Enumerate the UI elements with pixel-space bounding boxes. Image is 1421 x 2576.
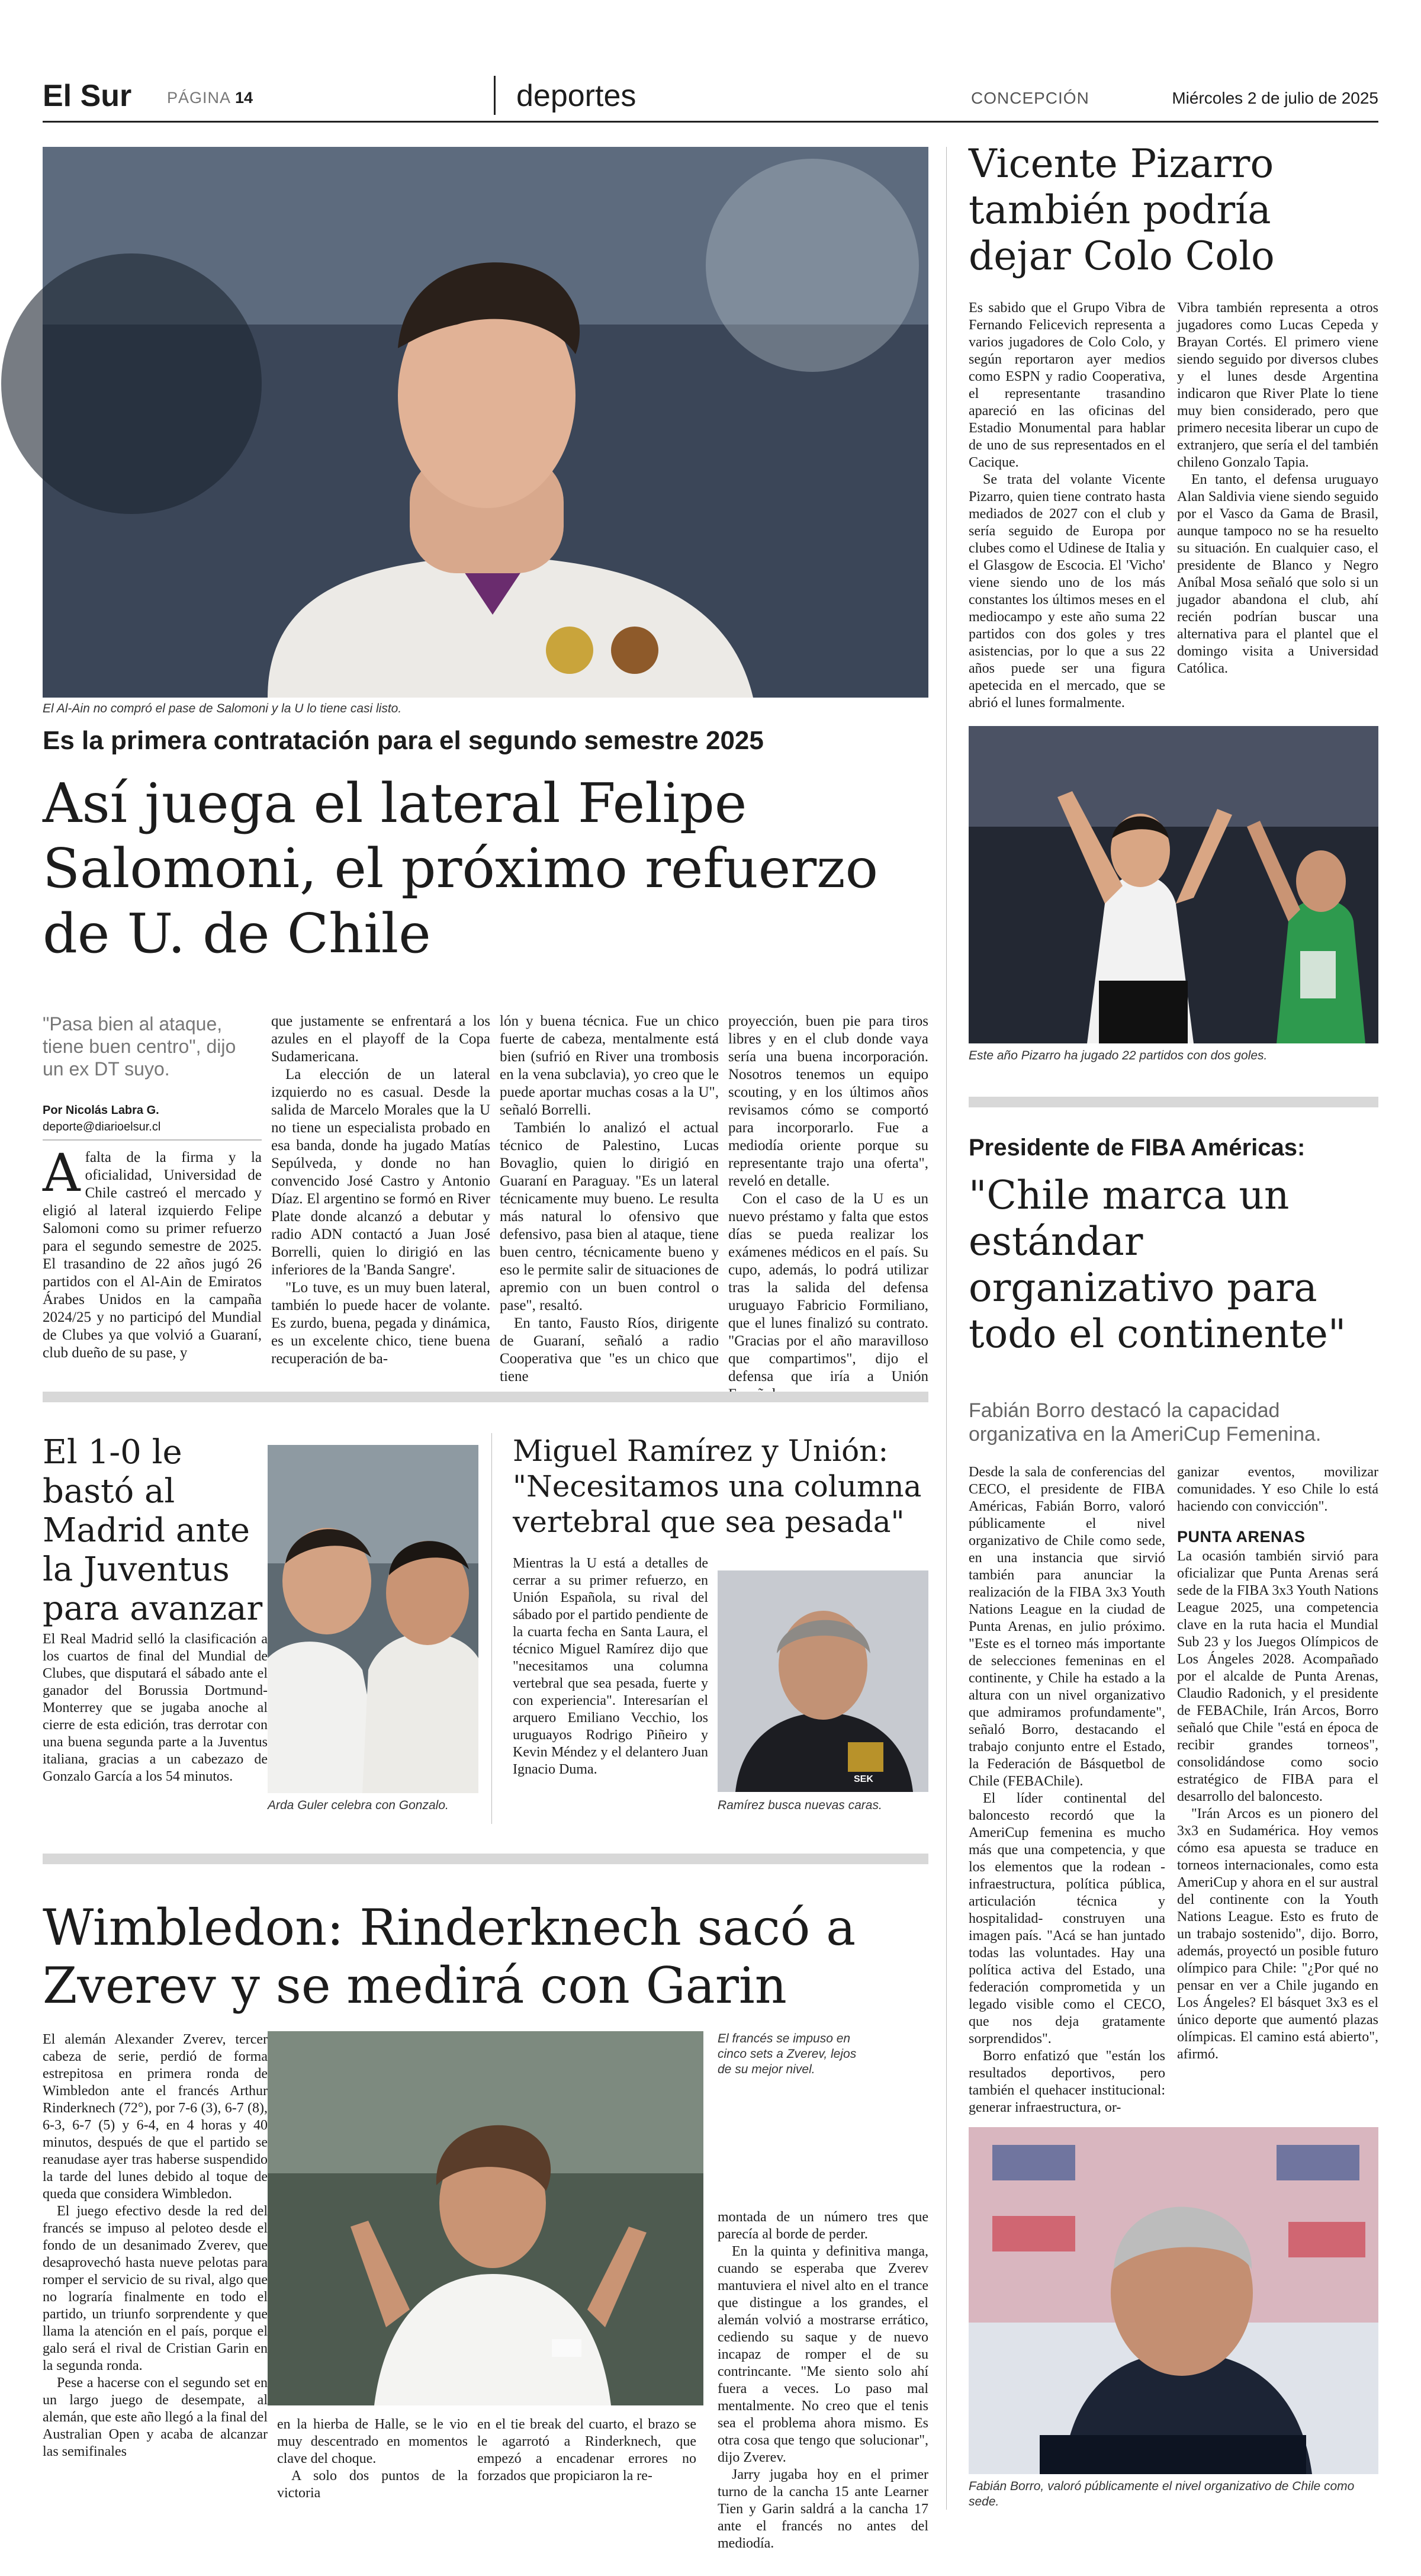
salomoni-col2 [271,1013,490,1374]
borro-col2b [1177,1548,1378,2120]
pizarro-headline: Vicente Pizarro también podría dejar Colo Colo [969,141,1275,279]
issue-date: Miércoles 2 de julio de 2025 [1172,89,1378,107]
paragraph: Con el caso de la U es un nuevo préstamo y falta que estos días se pueda realizar los exámenes médicos en el país. Su cupo, además, lo podrá utilizar tras la salida del defensa uruguayo Fabricio Formiliano, que el lunes finalizó su contrato. "Gracias por el año maravilloso que compartimos", dijo el defensa que iría a Unión [728,1191,928,1385]
wimbledon-separator [43,1854,928,1864]
wimbledon-col4 [718,2209,928,2551]
paragraph: "Lo tuve, es un muy buen lateral, también lo puede hacer de volante. Es zurdo, buena, pegada y dinámica, es un excelente chico, tiene buena recuperación de ba- [271,1280,490,1367]
salomoni-author: Por Nicolás Labra G. [43,1104,159,1117]
paragraph: Jarry jugaba hoy en el primer turno de la cancha 15 ante Learner Tien y Garin saldrá a la cancha 17 ante el francés no antes del mediodía. [718,2467,928,2551]
paragraph: A solo dos puntos de la victoria [277,2468,468,2501]
paragraph: La ocasión también sirvió para oficializar que Punta Arenas será sede de la FIBA 3x3 Youth Nations League 2025, una competencia clave en la ruta hacia el Mundial Sub 23 y los Juegos Olímpicos de Los Ángeles 2028. Acompañado por el alcalde de Punta Arenas, Claudio Radonich, y el presidente de FEBAChile, Irán Arcos, Borro señaló que Chile "está en época de recibir grandes torneos", consolidándose como socio estratégico de FIBA para el desarrollo del baloncesto. [1177,1549,1378,1804]
wimbledon-col2 [277,2416,468,2505]
salomoni-photo-art [43,147,928,698]
borro-col1 [969,1464,1165,2120]
borro-col2a: ganizar eventos, movilizar comunidades. Y eso Chile lo está haciendo con convicción". [1177,1464,1378,1514]
newspaper-name: El Sur [43,79,132,113]
borro-subhead: PUNTA ARENAS [1177,1528,1306,1546]
paragraph: Vibra también representa a otros jugadores como Lucas Cepeda y Brayan Cortés. El primero viene siendo seguido por diversos clubes y el lunes desde Argentina indicaron que River Plate lo tiene muy bien considerado, pero que primero necesita liberar un cupo de extranjero, que sería el del también chileno Gonzalo Tapia. [1177,300,1378,470]
paragraph: en la hierba de Halle, se le vio muy descentrado en momentos clave del choque. [277,2417,468,2466]
paragraph: que justamente se enfrentará a los azules en el playoff de la Copa Sudamericana. [271,1013,490,1065]
paragraph: En tanto, Fausto Ríos, dirigente de Guaraní, señaló a radio Cooperativa que "es un chico que tiene [500,1315,719,1385]
page-number: 14 [235,89,253,107]
wimbledon-headline: Wimbledon: Rinderknech sacó a Zverev y se medirá con Garin [43,1899,856,2015]
borro-kicker: Presidente de FIBA Américas: [969,1135,1306,1161]
paragraph: montada de un número tres que parecía al borde de perder. [718,2209,928,2242]
salomoni-headline: Así juega el lateral Felipe Salomoni, el próximo refuerzo de U. de Chile [43,772,879,965]
ramirez-photo [718,1570,928,1792]
wimbledon-col3: en el tie break del cuarto, el brazo se le agarrotó a Rinderknech, que empezó a encadenar errores no forzados que propiciaron la re- [477,2417,696,2484]
paragraph: La elección de un lateral izquierdo no es casual. Desde la salida de Marcelo Morales que la U no tiene un especialista probado en esa banda, donde ha jugado Matías Sepúlveda, y donde no han convencido José Castro y Antonio Díaz. El argentino se formó en River Plate donde alcanzó a debutar y radio ADN contactó a Juan José Borrelli, quien lo dirigió en las inferiores de la 'Banda Sangre'. [271,1067,490,1278]
section-name: deportes [516,79,636,113]
salomoni-kicker: Es la primera contratación para el segundo semestre 2025 [43,726,764,755]
mid-separator [43,1392,928,1402]
borro-photo [969,2127,1378,2474]
paragraph: En tanto, el defensa uruguayo Alan Saldivia viene siendo seguido por el Vasco da Gama de Brasil, aunque tampoco no se ha resuelto su situación. En cualquier caso, el presidente de Blanco y Negro Aníbal Mosa señaló que solo si un jugador abandona el club, ahí recién podrían buscar una alternativa para el plantel que el domingo visita a Universidad Católica. [1177,472,1378,676]
paragraph: El juego efectivo desde la red del francés se impuso al peloteo desde el fondo de un desanimado Zverev, que desaprovechó hasta nueve pelotas para romper el servicio de su rival, algo que no lograría finalmente en todo el partido, un triunfo sorprendente y que llama la atención en el país, porque el galo será el rival de Cristian Garin en la segunda ronda. [43,2204,268,2373]
salomoni-author-email: deporte@diarioelsur.cl [43,1120,161,1133]
header-rule [43,121,1378,123]
borro-top-bar [969,1097,1378,1107]
salomoni-author-rule [43,1139,262,1141]
pizarro-photo [969,726,1378,1043]
ramirez-photo-art [718,1570,928,1792]
salomoni-photo [43,147,928,698]
madrid-headline: El 1-0 le bastó al Madrid ante la Juventus para avanzar [43,1433,263,1628]
ramirez-headline: Miguel Ramírez y Unión: "Necesitamos una columna vertebral que sea pesada" [513,1434,922,1539]
madrid-photo [268,1445,478,1793]
borro-headline: "Chile marca un estándar organizativo para todo el continente" [969,1173,1346,1357]
paragraph: Es sabido que el Grupo Vibra de Fernando Felicevich representa a varios jugadores de Colo Colo, y según reportaron ayer medios como ESPN y radio Cooperativa, el representante trasandino apareció en las oficinas del Estadio Monumental para hablar de uno de sus representados en el Cacique. [969,300,1165,470]
pizarro-col1 [969,300,1165,714]
page-header [43,76,1378,118]
paragraph: En la quinta y definitiva manga, cuando se esperaba que Zverev mantuviera el nivel alto en el trance que distingue a los grandes, el alemán volvió a mostrarse errático, cediendo su saque y de nuevo incapaz de romper el de su contrincante. "Me siento solo ahí fuera a veces. Lo paso mal mentalmente. No creo que el tenis sea el problema ahora mismo. Es otra cosa que tengo que solucionar", dijo Zverev. [718,2244,928,2465]
paragraph: Desde la sala de conferencias del CECO, el presidente de FIBA Américas, Fabián Borro, valoró públicamente el nivel organizativo de Chile como sede, en una instancia que sirvió también para anunciar la realización de la FIBA 3x3 Youth Nations League en la ciudad de Punta Arenas, en julio próximo. "Este es el torneo más importante de selecciones femeninas en el continente, y Chile ha estado a la altura con un nivel organizativo que admiramos profundamente", señaló Borro, destacando el trabajo conjunto entre el Estado, la Federación de Básquetbol de Chile (FEBAChile). [969,1464,1165,1789]
borro-deck: Fabián Borro destacó la capacidad organizativa en la AmeriCup Femenina. [969,1399,1322,1446]
column-divider [946,147,947,2510]
paragraph: Pese a hacerse con el segundo set en un largo juego de desempate, al alemán, que este año llegó a la final del Australian Open y acaba de alcanzar las semifinales [43,2375,268,2459]
salomoni-pullquote: "Pasa bien al ataque, tiene buen centro", dijo un ex DT suyo. [43,1013,236,1080]
paragraph: Se trata del volante Vicente Pizarro, quien tiene contrato hasta mediados de 2027 con el club y sería seguido de Europa por clubes como el Udinese de Italia y el Glasgow de Escocia. El 'Vicho' viene siendo uno de los más constantes los últimos meses en el mediocampo y este año suma 22 partidos con dos goles y tres asistencias, por lo que a sus 22 años puede ser una figura apetecida en el mercado, que se abrió el lunes formalmente. [969,472,1165,711]
salomoni-col1: A falta de la firma y la oficialidad, Universidad de Chile castreó el mercado y eligió al lateral izquierdo Felipe Salomoni como su primer refuerzo para el segundo semestre de 2025. El trasandino de 22 años jugó 26 partidos con el Al-Ain de Emiratos Árabes Unidos en la campaña 2024/25 y no participó del Mundial de Clubes ya que volvió a Guaraní, club dueño de su pase, y [43,1142,262,1361]
header-divider [494,76,496,115]
paragraph: lón y buena técnica. Fue un chico fuerte de cabeza, mentalmente está bien (sufrió en River una trombosis en la vena subclavia), yo creo que le puede aportar muchas cosas a la U", señaló Borrelli. [500,1013,719,1118]
wimbledon-photo [268,2031,703,2405]
paragraph: proyección, buen pie para tiros libres y en el club donde vaya sería una buena incorporación. Nosotros tenemos un equipo scouting, y en los últimos años revisamos cómo se comportó para incorporarlo. Fue a mediodía oriente porque su representante trajo una oferta", reveló en detalle. [728,1013,928,1189]
salomoni-col3 [500,1013,719,1385]
ramirez-badge: SEK [854,1774,873,1784]
borro-photo-art [969,2127,1378,2474]
salomoni-photo-caption: El Al-Ain no compró el pase de Salomoni y la U lo tiene casi listo. [43,702,402,715]
pizarro-col2 [1177,300,1378,714]
madrid-ramirez-divider [491,1433,492,1824]
wimbledon-col1 [43,2031,268,2505]
page-label: PÁGINA [167,89,232,107]
ramirez-body: Mientras la U está a detalles de cerrar a su primer refuerzo, en Unión Española, su rival del sábado por el partido pendiente de la cuarta fecha en Santa Laura, el técnico Miguel Ramírez dijo que "necesitamos una columna vertebral que sea pesada, fuerte y con experiencia". Interesarían el arquero Emiliano Vecchio, los uruguayos Rodrigo Piñeiro y Kevin Méndez y el delantero Juan Ignacio Duma. [513,1556,708,1777]
pizarro-photo-art [969,726,1378,1043]
paragraph: También lo analizó el actual técnico de Palestino, Lucas Bovaglio, quien lo dirigió en Guaraní en Paraguay. "Es un lateral técnicamente muy bueno. Le resulta más natural lo ofensivo que defensivo, pasa bien al ataque, tiene buen centro, técnicamente bueno y eso le permite salir de situaciones de apremio con un buen control o pase", resaltó. [500,1120,719,1313]
salomoni-col4 [728,1013,928,1385]
borro-photo-caption: Fabián Borro, valoró públicamente el nivel organizativo de Chile como sede. [969,2479,1355,2508]
wimbledon-photo-caption: El francés se impuso en cinco sets a Zverev, lejos de su mejor nivel. [718,2032,857,2076]
paragraph: Borro enfatizó que "están los resultados deportivos, pero también el quehacer institucional: generar infraestructura, or- [969,2048,1165,2115]
paragraph: El líder continental del baloncesto recordó que la AmeriCup femenina es mucho más que una competencia, y que los elementos que la rodean -infraestructura, política pública, articulación técnica y hospitalidad- construyen una imagen país. "Acá se han juntado todas las voluntades. Hay una política activa del Estado, una federación comprometida y un legado visible como el CECO, que nos deja gratamente sorprendidos". [969,1791,1165,2047]
dropcap: A [43,1142,81,1203]
wimbledon-photo-art [268,2031,703,2405]
city-label: CONCEPCIÓN [971,89,1089,107]
paragraph: "Irán Arcos es un pionero del 3x3 en Sudamérica. Hoy vemos cómo esa apuesta se traduce en torneos internacionales, como esta AmeriCup y ahora en el sur austral del continente con la Youth Nations League. Esto es fruto de un trabajo sostenido", dijo. Borro, además, proyectó un posible futuro olímpico para Chile: "¿Por qué no pensar en ver a Chile jugando en Los Ángeles? El básquet 3x3 es el único deporte que aumentó plazas olímpicas. El camino está abierto", afirmó. [1177,1806,1378,2062]
paragraph: El alemán Alexander Zverev, tercer cabeza de serie, perdió de forma estrepitosa en primera ronda de Wimbledon ante el francés Arthur Rinderknech (72°), por 7-6 (3), 6-7 (8), 6-3, 6-7 (5) y 6-4, en 4 horas y 40 minutos, después de que el partido se reanudase ayer tras haberse suspendido la tarde del lunes debido al toque de queda que considera Wimbledon. [43,2032,268,2202]
madrid-photo-art [268,1445,478,1793]
madrid-photo-caption: Arda Guler celebra con Gonzalo. [268,1798,449,1812]
pizarro-photo-caption: Este año Pizarro ha jugado 22 partidos con dos goles. [969,1049,1268,1062]
ramirez-photo-caption: Ramírez busca nuevas caras. [718,1798,882,1812]
madrid-body: El Real Madrid selló la clasificación a los cuartos de final del Mundial de Clubes, que disputará el sábado ante el ganador del Borussia Dortmund-Monterrey que se jugaba anoche al cierre de esta edición, tras derrotar con una buena segunda parte a la Juventus italiana, gracias a un cabezazo de Gonzalo García a los 54 minutos. [43,1631,268,1784]
